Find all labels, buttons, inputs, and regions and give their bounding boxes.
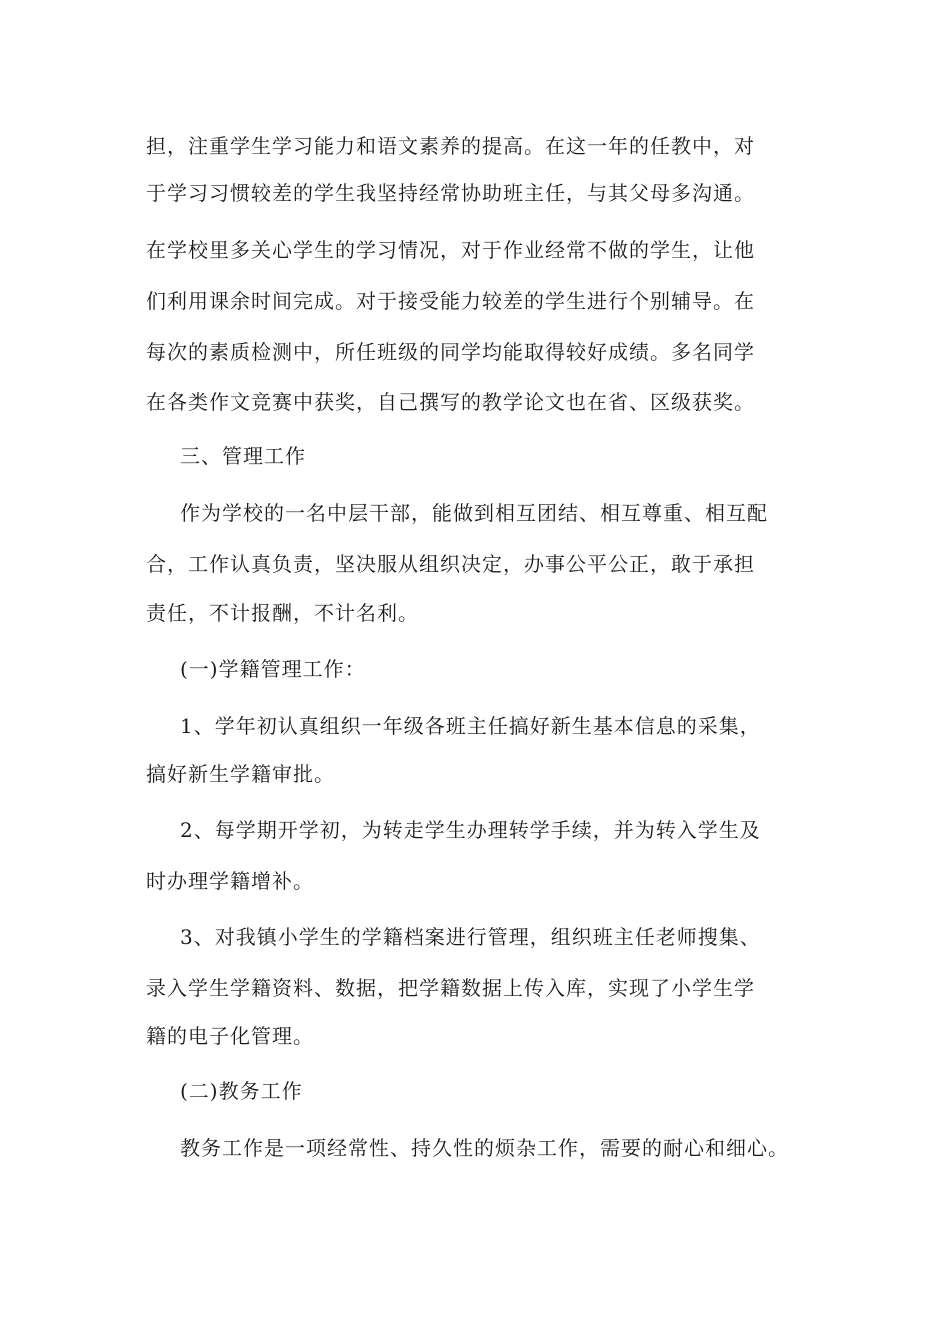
text-line: 合，工作认真负责，坚决服从组织决定，办事公平公正，敢于承担	[146, 552, 755, 576]
paragraph-start-line: 教务工作是一项经常性、持久性的烦杂工作，需要的耐心和细心。	[180, 1136, 789, 1160]
subsection-heading: (二)教务工作	[180, 1079, 303, 1103]
text-line: 于学习习惯较差的学生我坚持经常协助班主任，与其父母多沟通。	[146, 181, 755, 205]
text-line: 时办理学籍增补。	[146, 869, 314, 893]
text-line: 们利用课余时间完成。对于接受能力较差的学生进行个别辅导。在	[146, 289, 755, 313]
text-line: 籍的电子化管理。	[146, 1024, 314, 1048]
text-line: 录入学生学籍资料、数据，把学籍数据上传入库，实现了小学生学	[146, 976, 755, 1000]
list-item-line: 3、对我镇小学生的学籍档案进行管理，组织班主任老师搜集、	[180, 925, 761, 949]
text-line: 责任，不计报酬，不计名利。	[146, 601, 419, 625]
list-item-line: 2、每学期开学初，为转走学生办理转学手续，并为转入学生及	[180, 818, 761, 842]
text-line: 在各类作文竞赛中获奖，自己撰写的教学论文也在省、区级获奖。	[146, 390, 755, 414]
text-line: 担，注重学生学习能力和语文素养的提高。在这一年的任教中，对	[146, 134, 755, 158]
paragraph-start-line: 作为学校的一名中层干部，能做到相互团结、相互尊重、相互配	[180, 501, 768, 525]
text-line: 搞好新生学籍审批。	[146, 762, 335, 786]
text-line: 在学校里多关心学生的学习情况，对于作业经常不做的学生，让他	[146, 238, 755, 262]
section-heading: 三、管理工作	[180, 444, 306, 468]
text-line: 每次的素质检测中，所任班级的同学均能取得较好成绩。多名同学	[146, 340, 755, 364]
list-item-line: 1、学年初认真组织一年级各班主任搞好新生基本信息的采集，	[180, 714, 761, 738]
subsection-heading: (一)学籍管理工作：	[180, 657, 366, 681]
